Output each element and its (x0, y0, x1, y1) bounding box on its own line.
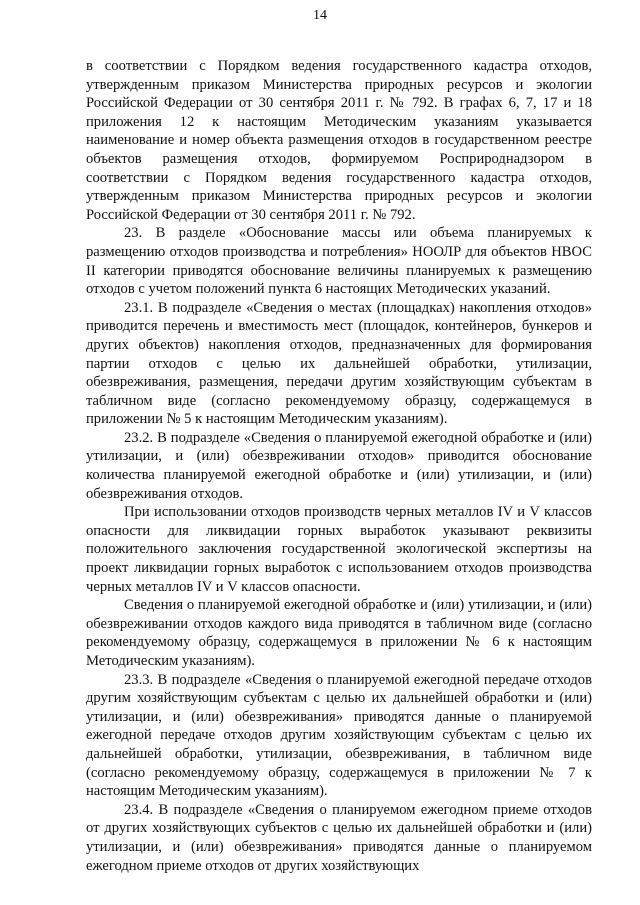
page-body (86, 57, 592, 875)
paragraph-23: 23. В разделе «Обоснование массы или объема планируемых к размещению отходов производства и потребления» НООЛР для объектов НВОС II категории приводятся обоснование величины планируемых к размещению отходов с учетом положений пункта 6 настоящих Методических указаний. (86, 225, 592, 298)
paragraph-23-4: 23.4. В подразделе «Сведения о планируемом ежегодном приеме отходов от других хозяйствующих субъектов с целью их дальнейшей обработки и (или) утилизации, и (или) обезвреживания» приводятся данные о планируемом ежегодном приеме отходов от других хозяйствующих (86, 801, 592, 874)
paragraph-23-2: 23.2. В подразделе «Сведения о планируемой ежегодной обработке и (или) утилизации, и (или) обезвреживании отходов» приводится обоснование количества планируемой ежегодной обработке и (или) утилизации, и (или) обезвреживания отходов. (86, 429, 592, 502)
page-number: 14 (313, 8, 327, 23)
paragraph-processing-info: Сведения о планируемой ежегодной обработке и (или) утилизации, и (или) обезвреживании отходов каждого вида приводятся в табличном виде (согласно рекомендуемому образцу, содержащемуся в приложении № 6 к настоящим Методическим указаниям). (86, 597, 592, 669)
paragraph-23-3: 23.3. В подразделе «Сведения о планируемой ежегодной передаче отходов другим хозяйствующим субъектам с целью их дальнейшей обработки и (или) утилизации, и (или) обезвреживания» приводятся данные о планируемой ежегодной передаче отходов другим хозяйствующим субъектам с целью их дальнейшей обработки, утилизации, обезвреживания, в табличном виде (согласно рекомендуемому образцу, содержащемуся в приложении № 7 к настоящим Методическим указаниям). (86, 671, 592, 800)
paragraph-ferrous-metals: При использовании отходов производств черных металлов IV и V классов опасности для ликвидации горных выработок указывают реквизиты положительного заключения государственной экологической экспертизы на проект ликвидации горных выработок с использованием отходов производства черных металлов IV и V классов опасности. (86, 504, 592, 595)
paragraph-continuation: в соответствии с Порядком ведения государственного кадастра отходов, утвержденным приказом Министерства природных ресурсов и экологии Российской Федерации от 30 сентября 2011 г. № 792. В графах 6, 7, 17 и 18 приложения 12 к настоящим Методическим указаниям указывается наименование и номер объекта размещения отходов в государственном реестре объектов размещения отходов, формируемом Росприроднадзором в соответствии с Порядком ведения государственного кадастра отходов, утвержденным приказом Министерства природных ресурсов и экологии Российской Федерации от 30 сентября 2011 г. № 792. (86, 58, 592, 223)
paragraph-23-1: 23.1. В подразделе «Сведения о местах (площадках) накопления отходов» приводится перечень и вместимость мест (площадок, контейнеров, бункеров и других объектов) накопления отходов, предназначенных для формирования партии отходов с целью их дальнейшей обработки, утилизации, обезвреживания, размещения, передачи другим хозяйствующим субъектам в табличном виде (согласно рекомендуемому образцу, содержащемуся в приложении № 5 к настоящим Методическим указаниям). (86, 299, 592, 428)
